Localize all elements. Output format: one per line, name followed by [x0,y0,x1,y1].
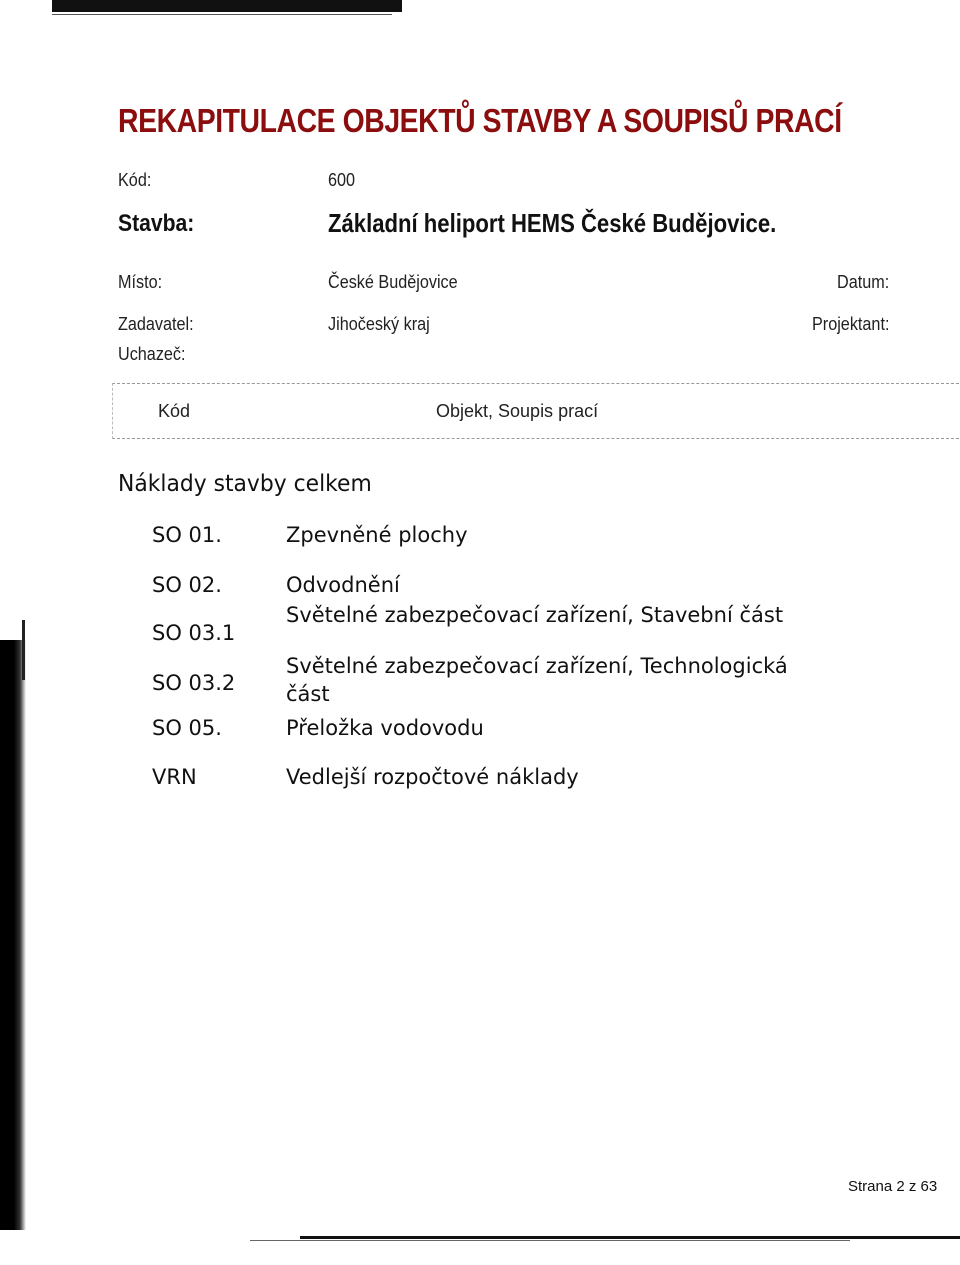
zadavatel-label: Zadavatel: [118,314,194,334]
row-code: VRN [152,765,197,789]
row-code: SO 05. [152,716,222,740]
scan-artifact-top-line [52,14,392,15]
scan-artifact-bottom-line-thin [250,1240,850,1241]
page-title: REKAPITULACE OBJEKTŮ STAVBY A SOUPISŮ PRACÍ [118,102,842,139]
kod-label: Kód: [118,170,152,190]
zadavatel-value: Jihočeský kraj [328,314,430,334]
scan-artifact-left-edge [0,640,26,1230]
table-header-code: Kód [158,401,191,421]
page-number: Strana 2 z 63 [848,1178,938,1195]
projektant-label: Projektant: [812,314,890,334]
stavba-value: Základní heliport HEMS České Budějovice. [328,208,777,238]
misto-label: Místo: [118,272,163,292]
row-name: Odvodnění [286,573,400,597]
stavba-label: Stavba: [118,210,195,237]
scan-artifact-left-edge-thin [22,620,25,680]
row-code: SO 03.1 [152,621,236,645]
misto-value: České Budějovice [328,272,458,292]
scan-artifact-bottom-line [300,1236,960,1239]
row-name: Světelné zabezpečovací zařízení, Stavební část [286,603,784,627]
row-code: SO 02. [152,573,222,597]
row-name: Vedlejší rozpočtové náklady [286,765,579,789]
datum-label: Datum: [837,272,890,292]
row-code: SO 01. [152,523,222,547]
uchazec-label: Uchazeč: [118,344,186,364]
kod-value: 600 [328,170,356,190]
row-name: Přeložka vodovodu [286,716,484,740]
section-title: Náklady stavby celkem [118,471,372,497]
row-name: Světelné zabezpečovací zařízení, Technologická část [286,654,788,706]
row-name: Zpevněné plochy [286,523,468,547]
table-header-name: Objekt, Soupis prací [436,401,599,421]
row-code: SO 03.2 [152,671,236,695]
scan-artifact-top-bar [52,0,402,12]
